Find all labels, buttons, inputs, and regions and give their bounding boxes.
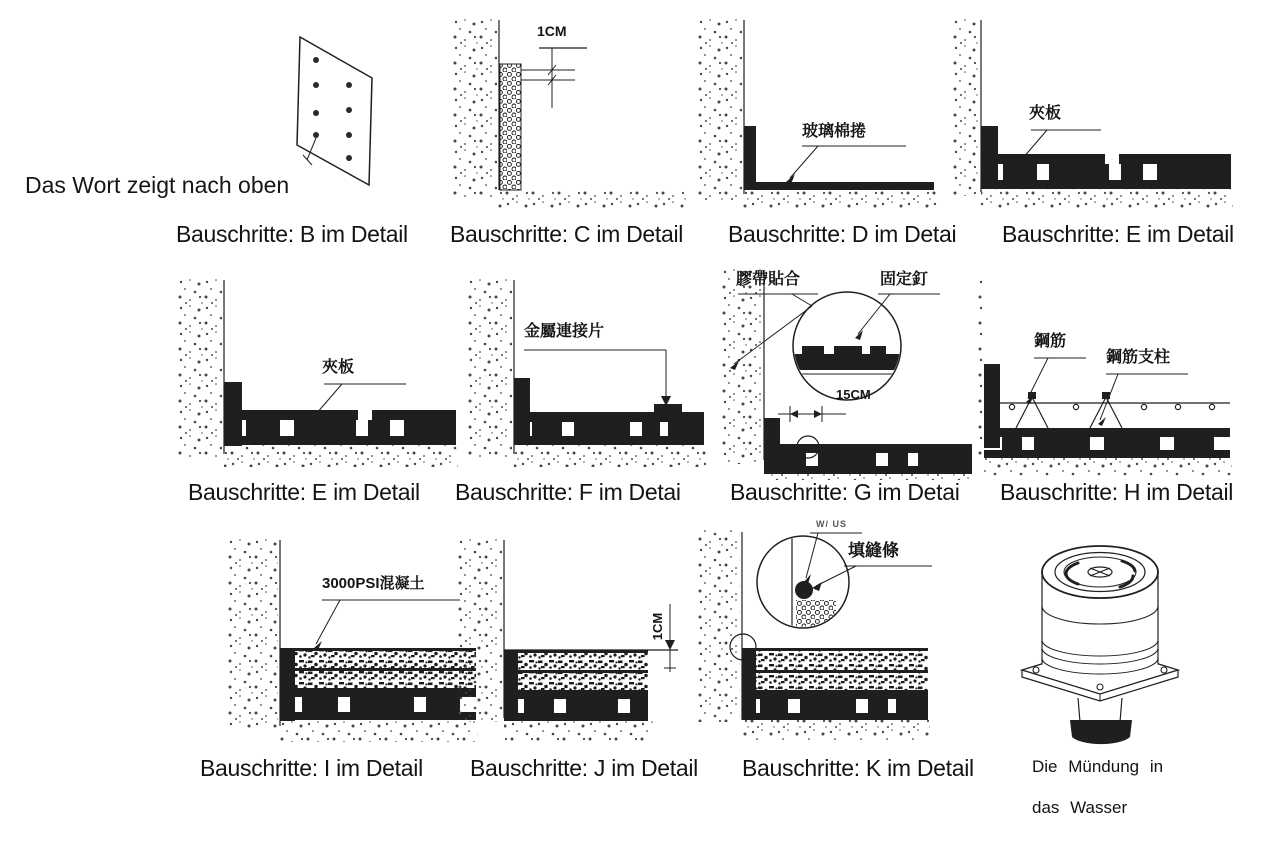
caulking-detail-drawing [698,520,938,748]
callout-rebar: 鋼筋 [1034,333,1067,350]
note-word-faces-up: Das Wort zeigt nach oben [25,172,290,198]
callout-plywood: 夾板 [322,359,355,376]
callout-glass-wool: 玻璃棉捲 [802,123,867,140]
dimension-label-1cm: 1CM [537,23,567,39]
caption-step-k: Bauschritte: K im Detail [742,755,974,781]
callout-rebar-support: 鋼筋支柱 [1106,349,1171,366]
callout-metal-connector: 金屬連接片 [524,323,605,340]
caption-step-g: Bauschritte: G im Detai [730,479,960,505]
caption-drain-line1: Die Mündung in [1032,757,1164,776]
concrete-layer-drawing [228,538,478,750]
concrete-layer-drawing [458,538,688,750]
wall-insulation-drawing [453,18,688,213]
callout-3000psi-concrete: 3000PSI混凝土 [322,575,425,592]
floor-assembly-drawing [468,278,733,473]
rebar-drawing [978,278,1268,478]
diagram-e-plywood [953,18,1263,213]
diagram-d-glass-wool [698,18,938,213]
small-note-label: W/ US [816,519,847,529]
diagram-c-insulation-strip [453,18,688,213]
illustration-floor-drain [1018,540,1183,750]
dimension-label-1cm: 1CM [650,612,666,641]
caption-step-h: Bauschritte: H im Detail [1000,479,1234,505]
diagram-h-rebar [978,278,1268,478]
floor-assembly-drawing [953,18,1263,213]
floor-drain-drawing [1018,540,1183,750]
caption-step-d: Bauschritte: D im Detai [728,221,957,247]
callout-plywood: 夾板 [1029,105,1062,122]
dimension-label-15cm: 15CM [836,387,871,402]
caption-step-i: Bauschritte: I im Detail [200,755,423,781]
diagram-f-metal-connector [468,278,733,473]
diagram-k-caulking [698,520,938,748]
caption-step-j: Bauschritte: J im Detail [470,755,698,781]
diagram-i-concrete [228,538,478,750]
diagram-j-concrete-1cm [458,538,688,750]
caption-step-e2: Bauschritte: E im Detail [188,479,420,505]
callout-fixing-nail: 固定釘 [880,271,929,288]
plate-drawing [288,28,398,198]
tape-detail-drawing [722,268,992,480]
caption-step-b: Bauschritte: B im Detail [176,221,408,247]
diagram-g-tape-detail [722,268,992,480]
callout-caulking-strip: 填縫條 [848,541,899,560]
corner-profile-drawing [698,18,938,213]
caption-drain-line2: das Wasser [1032,798,1128,817]
diagram-e2-plywood [178,278,473,473]
diagram-b-perforated-plate [288,28,398,198]
caption-step-e: Bauschritte: E im Detail [1002,221,1234,247]
callout-tape-bonding: 膠帶貼合 [736,271,801,288]
caption-step-c: Bauschritte: C im Detail [450,221,684,247]
caption-step-f: Bauschritte: F im Detai [455,479,681,505]
